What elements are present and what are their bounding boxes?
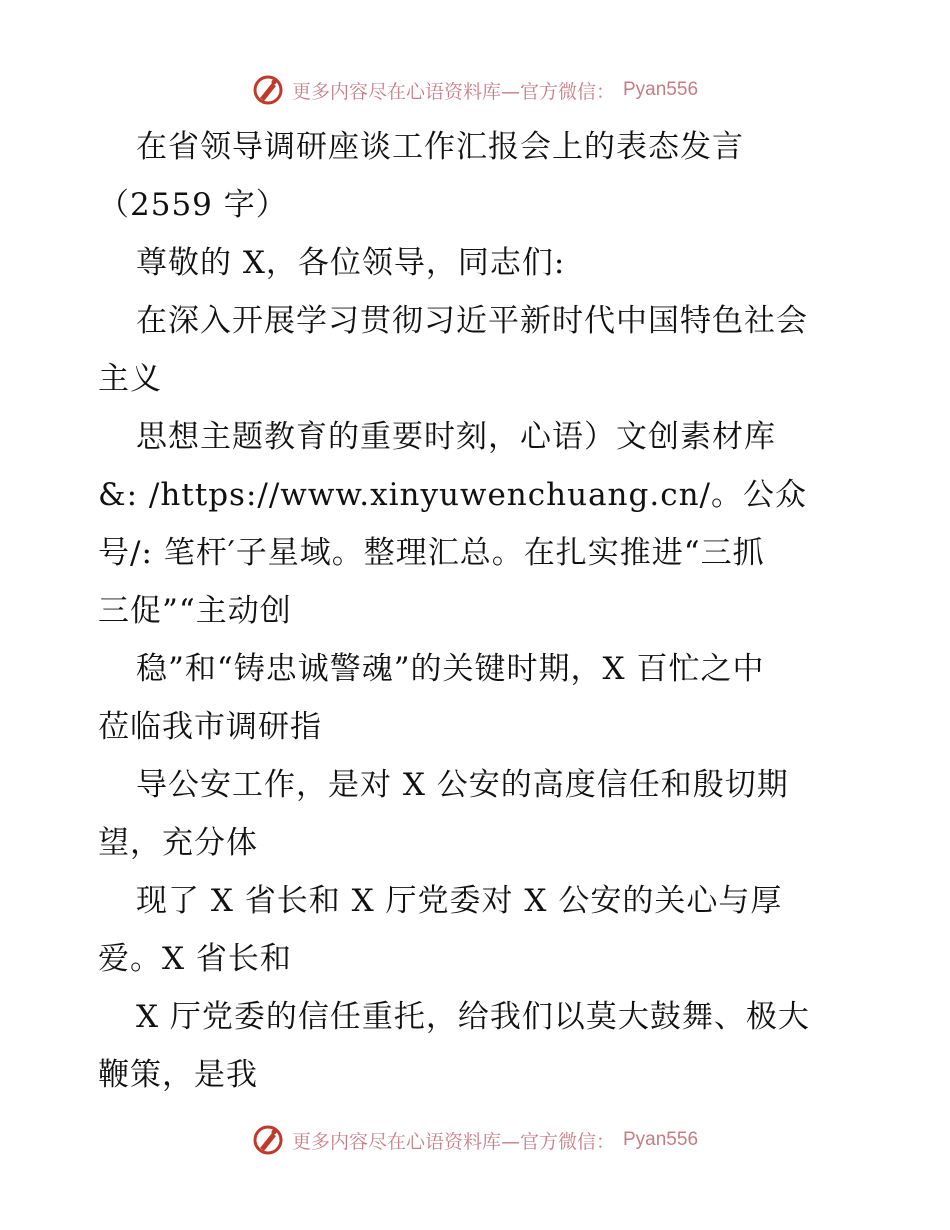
watermark-wechat-id: Pyan556 xyxy=(623,1129,699,1150)
text-line: 望，充分体 xyxy=(98,825,258,861)
text-line: 莅临我市调研指 xyxy=(98,709,322,745)
text-line: 爱。X 省长和 xyxy=(98,941,292,977)
text-line: 三促”“主动创 xyxy=(98,593,292,629)
text-line: （2559 字） xyxy=(98,187,288,223)
text-line: 号/: 笔杆′子星域。整理汇总。在扎实推进“三抓 xyxy=(98,535,765,571)
text-line: 鞭策，是我 xyxy=(98,1057,258,1093)
text-line: 尊敬的 X，各位领导，同志们: xyxy=(136,245,566,281)
text-line: 导公安工作，是对 X 公安的高度信任和殷切期 xyxy=(136,767,789,803)
text-line: 稳”和“铸忠诚警魂”的关键时期，X 百忙之中 xyxy=(136,651,765,687)
text-line: &: /https://www.xinyuwenchuang.cn/。公众 xyxy=(98,477,807,513)
text-line: X 厅党委的信任重托，给我们以莫大鼓舞、极大 xyxy=(136,999,810,1035)
watermark-wechat-id: Pyan556 xyxy=(623,79,699,100)
text-line: 在省领导调研座谈工作汇报会上的表态发言 xyxy=(136,129,744,165)
document-body xyxy=(98,118,858,1104)
text-line: 主义 xyxy=(98,361,162,397)
pen-logo-icon xyxy=(252,74,284,106)
watermark-text: 更多内容尽在心语资料库—官方微信： xyxy=(291,1130,615,1153)
text-line: 在深入开展学习贯彻习近平新时代中国特色社会 xyxy=(136,303,808,339)
pen-logo-icon xyxy=(252,1124,284,1156)
watermark-text: 更多内容尽在心语资料库—官方微信： xyxy=(291,80,615,103)
watermark-header xyxy=(0,70,950,110)
watermark-footer xyxy=(0,1120,950,1160)
text-line: 思想主题教育的重要时刻，心语）文创素材库 xyxy=(136,419,776,455)
text-line: 现了 X 省长和 X 厅党委对 X 公安的关心与厚 xyxy=(136,883,783,919)
